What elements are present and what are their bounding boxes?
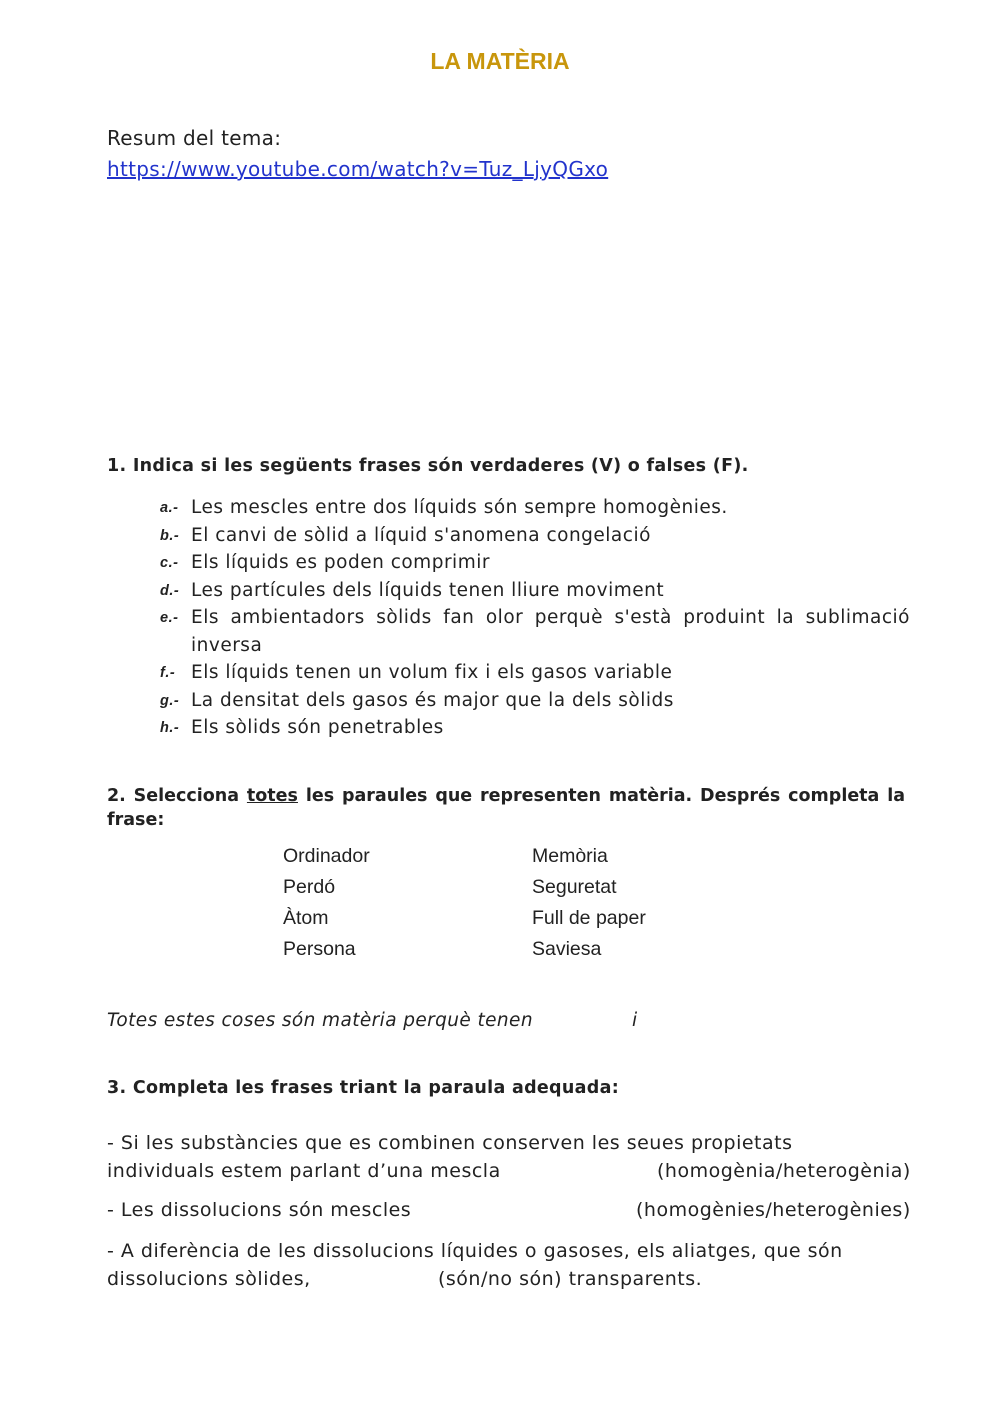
sentence-2-options: (homogènies/heterogènies): [636, 1199, 911, 1221]
item-text: Els ambientadors sòlids fan olor perquè s'està produint la sublimació inversa: [191, 607, 910, 656]
sentence-1-line-1: - Si les substàncies que es combinen conserven les seues propietats: [107, 1132, 793, 1154]
page-title: LA MATÈRIA: [430, 48, 570, 74]
sentence-1-line-2: individuals estem parlant d’una mescla: [107, 1160, 501, 1182]
list-item: [160, 687, 910, 715]
item-label: e.-: [160, 610, 179, 626]
item-text: Els sòlids són penetrables: [191, 717, 444, 738]
fill-sentence: Totes estes coses són matèria perquè tenen: [107, 1010, 533, 1031]
item-label: h.-: [160, 720, 180, 736]
item-text: La densitat dels gasos és major que la dels sòlids: [191, 689, 674, 711]
item-text: Els líquids es poden comprimir: [191, 552, 490, 573]
item-label: b.-: [160, 527, 180, 544]
word-option[interactable]: Àtom: [283, 907, 329, 929]
sentence-3-options: (són/no són) transparents.: [438, 1268, 703, 1290]
word-option[interactable]: Seguretat: [532, 876, 617, 898]
item-label: f.-: [160, 665, 176, 681]
sentence-3-line-2: dissolucions sòlides,: [107, 1268, 311, 1290]
list-item: [160, 659, 910, 687]
word-option[interactable]: Memòria: [532, 845, 608, 867]
question-1-list: [160, 494, 910, 742]
list-item: [160, 494, 910, 522]
summary-video-link[interactable]: https://www.youtube.com/watch?v=Tuz_LjyQGxo: [107, 157, 609, 181]
list-item: [160, 714, 910, 742]
item-text: Els líquids tenen un volum fix i els gasos variable: [191, 662, 673, 683]
word-option[interactable]: Saviesa: [532, 938, 602, 960]
fill-conjunction: i: [632, 1010, 638, 1031]
sentence-2-text: - Les dissolucions són mescles: [107, 1199, 412, 1221]
item-text: Les partícules dels líquids tenen lliure moviment: [191, 579, 665, 601]
list-item: [160, 577, 910, 605]
list-item: [160, 522, 910, 550]
sentence-3-line-1: - A diferència de les dissolucions líquides o gasoses, els aliatges, que són: [107, 1240, 843, 1262]
question-3-heading: 3. Completa les frases triant la paraula adequada:: [107, 1078, 619, 1098]
item-label: g.-: [160, 692, 180, 709]
list-item: [160, 549, 910, 577]
item-label: c.-: [160, 555, 179, 571]
sentence-1-options: (homogènia/heterogènia): [657, 1160, 911, 1182]
heading-emphasis: totes: [246, 786, 298, 806]
list-item: [160, 604, 910, 659]
item-text: El canvi de sòlid a líquid s'anomena congelació: [191, 524, 651, 546]
heading-end: les paraules que representen matèria. Després completa la frase:: [107, 786, 906, 830]
heading-start: 2. Selecciona: [107, 786, 240, 806]
item-label: a.-: [160, 500, 179, 516]
item-text: Les mescles entre dos líquids són sempre homogènies.: [191, 497, 728, 518]
summary-label: Resum del tema:: [107, 126, 282, 150]
item-label: d.-: [160, 582, 180, 599]
word-option[interactable]: Persona: [283, 938, 356, 960]
word-option[interactable]: Perdó: [283, 876, 336, 898]
question-1-heading: 1. Indica si les següents frases són verdaderes (V) o falses (F).: [107, 456, 749, 476]
word-option[interactable]: Full de paper: [532, 907, 646, 929]
question-2-heading: [107, 784, 905, 832]
word-option[interactable]: Ordinador: [283, 845, 370, 867]
